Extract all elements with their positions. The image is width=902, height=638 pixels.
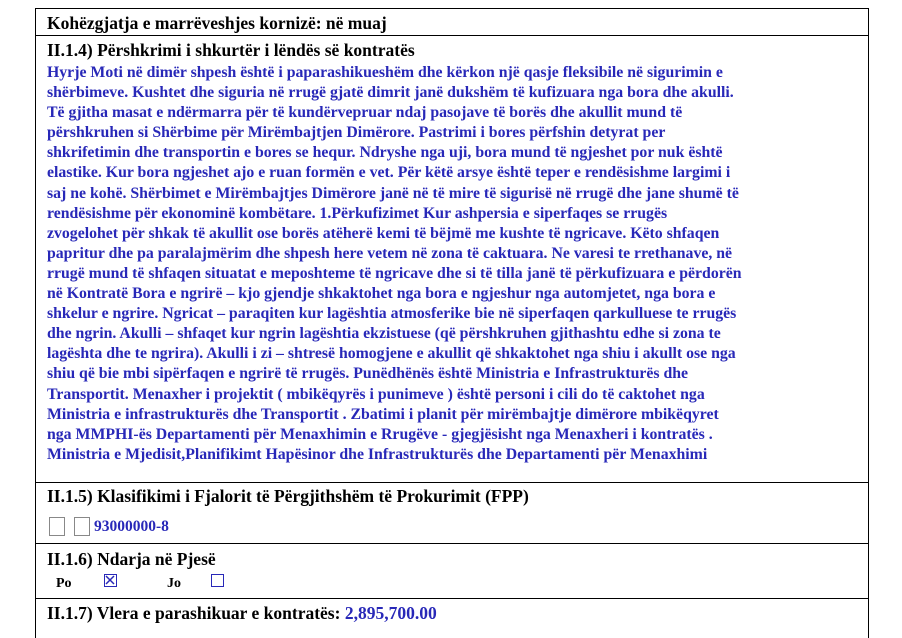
section-116-title: II.1.6) Ndarja në Pjesë bbox=[47, 549, 216, 569]
description-line: Ministria e infrastrukturës dhe Transportit . Zbatimi i planit për mirëmbajtje dimërore mbikëqyret bbox=[47, 405, 719, 423]
description-line: Të gjitha masat e ndërmarra për të kundërvepruar ndaj pasojave të borës dhe akullit mund të bbox=[47, 104, 683, 122]
description-line: elastike. Kur bora ngjeshet ajo e ruan formën e vet. Për këtë arsye është teper e rendësishme largimi i bbox=[47, 164, 731, 182]
description-line: nga MMPHI-ës Departamenti për Menaxhimin e Rrugëve - gjegjësisht nga Menaxheri i kontratës . bbox=[47, 425, 713, 443]
checkmark-x-icon bbox=[105, 575, 115, 585]
description-line: Transportit. Menaxher i projektit ( mbikëqyrës i punimeve ) është personi i cili do të caktohet nga bbox=[47, 385, 705, 403]
section-divider bbox=[35, 482, 868, 483]
description-line: lagështa dhe te ngrira). Akulli i zi – shtresë homogjene e akullit që shkaktohet nga shiu i akullt ose nga bbox=[47, 345, 736, 363]
description-line: Hyrje Moti në dimër shpesh është i paparashikueshëm dhe kërkon një qasje fleksibile në sigurimin e bbox=[47, 64, 723, 81]
cpv-box-1 bbox=[49, 517, 65, 536]
description-line: në Kontratë Bora e ngrirë – kjo gjendje shkaktohet nga bora e ngjeshur nga automjetet, nga bora e bbox=[47, 285, 716, 303]
cpv-box-2 bbox=[74, 517, 90, 536]
lots-no-label: Jo bbox=[167, 576, 181, 591]
description-line: papritur dhe pa paralajmërim dhe shpesh here vetem në zona të caktuara. Ne varesi te rrethanave, në bbox=[47, 244, 733, 262]
lots-yes-label: Po bbox=[56, 576, 72, 591]
section-115-title: II.1.5) Klasifikimi i Fjalorit të Përgjithshëm të Prokurimit (FPP) bbox=[47, 486, 529, 506]
description-line: shërbimeve. Kushtet dhe siguria në rrugë gjatë dimrit janë dukshëm të kufizuara nga bora dhe akulli. bbox=[47, 84, 734, 102]
cpv-code: 93000000-8 bbox=[94, 518, 169, 535]
lots-yes-checkbox[interactable] bbox=[104, 574, 117, 587]
section-117-row bbox=[47, 603, 437, 623]
section-117-title: II.1.7) Vlera e parashikuar e kontratës: bbox=[47, 603, 341, 623]
section-divider bbox=[35, 598, 868, 599]
description-line: dhe ngrin. Akulli – shfaqet kur ngrin lagështia ekzistuese (që përshkruhen gjithashtu edhe si zona te bbox=[47, 325, 721, 343]
top-rule bbox=[35, 8, 868, 9]
section-divider bbox=[35, 543, 868, 544]
description-line: shkelur e ngrire. Ngricat – paraqiten kur lagështia atmosferike bie në siperfaqen qarkulluese te rrugës bbox=[47, 305, 737, 323]
contract-description bbox=[47, 63, 865, 465]
description-line: shkrifetimin dhe transportin e bores se hequr. Ndryshe nga uji, bora mund të ngjeshet por nuk është bbox=[47, 144, 723, 162]
description-line: saj ne kohë. Shërbimet e Mirëmbajtjes Dimërore janë në të mire të sigurisë në rrugë dhe jane shumë të bbox=[47, 184, 739, 202]
description-line: zvogelohet për shkak të akullit ose borës atëherë kemi të bëjmë me kushte të ngricave. Këto shfaqen bbox=[47, 224, 720, 242]
section-divider bbox=[35, 35, 868, 36]
description-line: rrugë mund të shfaqen situatat e meposhteme të ngricave dhe si të tilla janë të përkufizuara e përdorën bbox=[47, 264, 742, 282]
description-line: shiu që bie mbi sipërfaqen e ngrirë të rrugës. Punëdhënës është Ministria e Infrastrukturës dhe bbox=[47, 365, 689, 383]
description-line: Ministria e Mjedisit,Planifikimt Hapësinor dhe Infrastrukturës dhe Departamenti për Menaxhimi bbox=[47, 445, 708, 463]
description-line: përshkruhen si Shërbime për Mirëmbajtjen Dimërore. Pastrimi i bores përfshin detyrat per bbox=[47, 124, 666, 142]
estimated-value: 2,895,700.00 bbox=[344, 603, 437, 623]
lots-no-checkbox[interactable] bbox=[211, 574, 224, 587]
duration-heading: Kohëzgjatja e marrëveshjes kornizë: në muaj bbox=[47, 13, 387, 33]
description-line: rendësishme për ekonominë kombëtare. 1.Përkufizimet Kur ashpersia e siperfaqes se rrugës bbox=[47, 204, 668, 222]
section-114-title: II.1.4) Përshkrimi i shkurtër i lëndës së kontratës bbox=[47, 40, 415, 60]
